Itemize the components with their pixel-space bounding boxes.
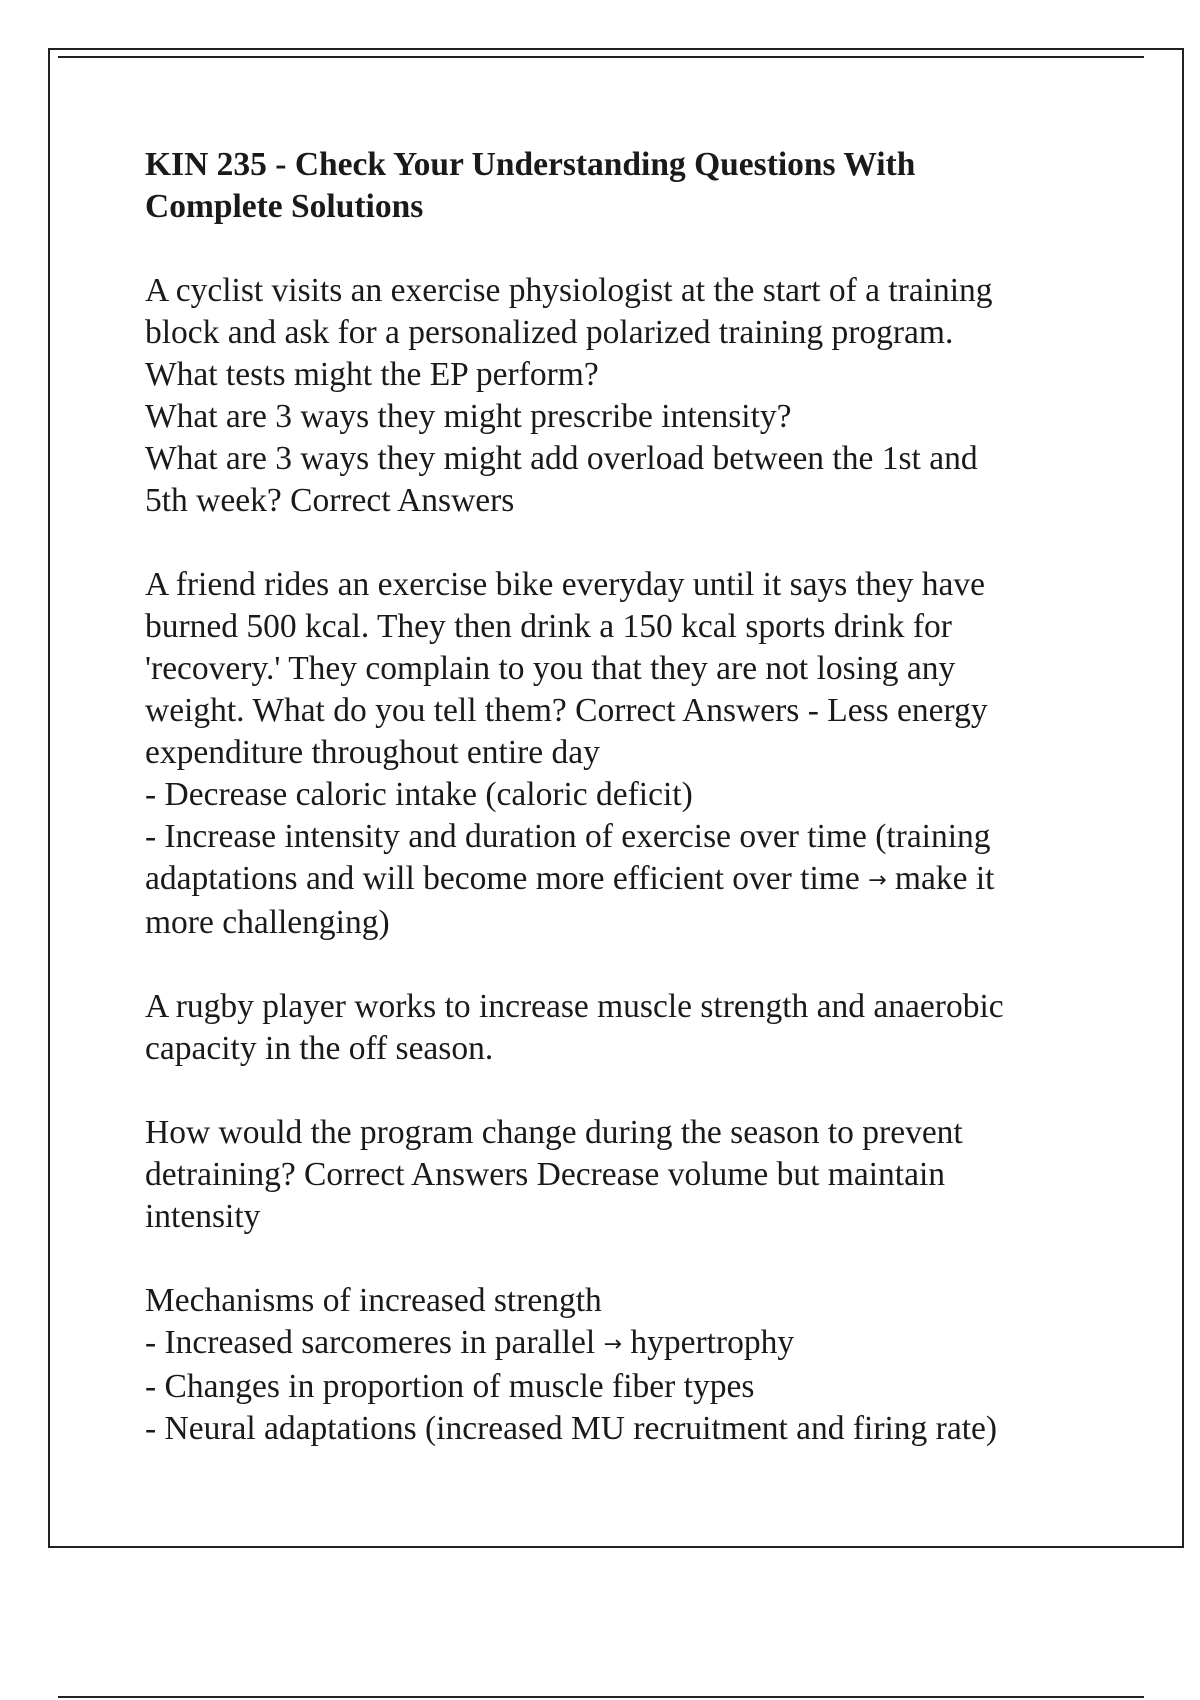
text-line: What are 3 ways they might add overload between the 1st and (145, 440, 978, 477)
text-line: What are 3 ways they might prescribe intensity? (145, 398, 792, 435)
list-item: - Changes in proportion of muscle fiber types (145, 1368, 755, 1405)
document-body (145, 144, 1095, 1450)
question-strength-mechanisms (145, 1280, 1095, 1450)
text-line: - Decrease caloric intake (caloric deficit) (145, 776, 693, 813)
right-arrow-icon: → (603, 1332, 622, 1357)
text-line: more challenging) (145, 904, 390, 941)
text-line: What tests might the EP perform? (145, 356, 599, 393)
text-line: A rugby player works to increase muscle strength and anaerobic (145, 988, 1004, 1025)
title-line: Complete Solutions (145, 188, 424, 225)
text-line: How would the program change during the season to prevent (145, 1114, 963, 1151)
question-exercise-bike (145, 564, 1095, 944)
text-segment: make it (886, 860, 995, 897)
text-line: weight. What do you tell them? Correct Answers - Less energy (145, 692, 988, 729)
top-divider (58, 56, 1144, 58)
text-line: capacity in the off season. (145, 1030, 494, 1067)
list-item (145, 1322, 1095, 1366)
title-line: KIN 235 - Check Your Understanding Questions With (145, 146, 916, 183)
text-line: detraining? Correct Answers Decrease volume but maintain (145, 1156, 946, 1193)
right-arrow-icon: → (868, 868, 887, 893)
text-line: 5th week? Correct Answers (145, 482, 515, 519)
text-line-with-arrow (145, 858, 1095, 902)
text-segment: adaptations and will become more efficient over time (145, 860, 869, 897)
question-detraining (145, 1112, 1095, 1238)
text-line: A friend rides an exercise bike everyday until it says they have (145, 566, 986, 603)
text-line: intensity (145, 1198, 261, 1235)
text-line: 'recovery.' They complain to you that they are not losing any (145, 650, 956, 687)
text-line: burned 500 kcal. They then drink a 150 kcal sports drink for (145, 608, 952, 645)
text-line: expenditure throughout entire day (145, 734, 600, 771)
list-item: - Neural adaptations (increased MU recruitment and firing rate) (145, 1410, 998, 1447)
text-line: - Increase intensity and duration of exercise over time (training (145, 818, 991, 855)
text-segment: hypertrophy (621, 1324, 795, 1361)
text-segment: - Increased sarcomeres in parallel (145, 1324, 604, 1361)
text-line: A cyclist visits an exercise physiologist at the start of a training (145, 272, 993, 309)
bottom-divider (58, 1696, 1144, 1698)
text-line: Mechanisms of increased strength (145, 1282, 602, 1319)
question-cyclist (145, 270, 1095, 522)
question-rugby (145, 986, 1095, 1070)
text-line: block and ask for a personalized polarized training program. (145, 314, 954, 351)
document-title (145, 144, 1095, 228)
